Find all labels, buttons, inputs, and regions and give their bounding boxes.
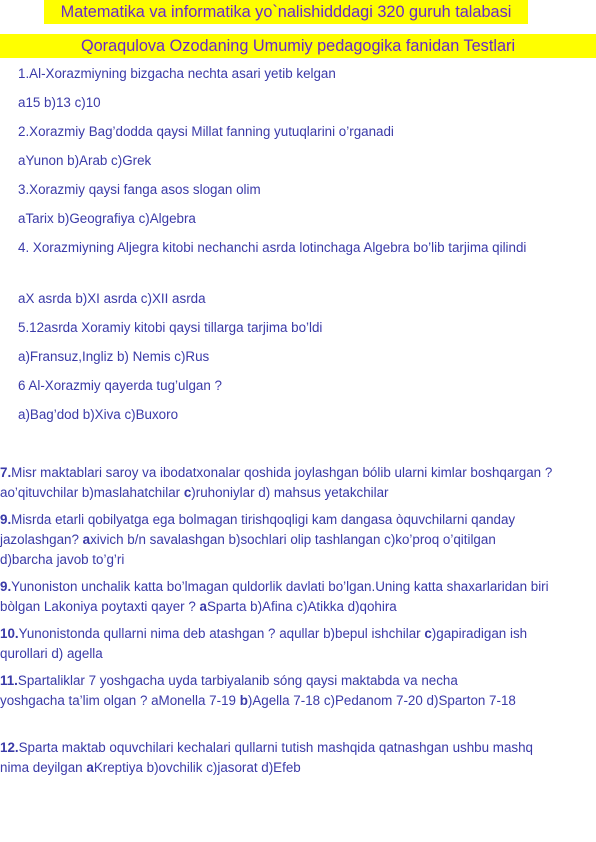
question-text: Misr maktablari saroy va ibodatxonalar qoshida joylashgan bólib ularni kimlar boshqargan ? ao’qituvchilar b)maslahatchilar [0,465,553,500]
question-text: Yunonistonda qullarni nima deb atashgan ? aqullar b)bepul ishchilar [18,626,425,641]
question-tail: xivich b/n savalashgan b)sochlari olip tashlangan c)ko’proq o’qitilgan d)barcha javob to’g’ri [0,532,496,567]
answers-2: aYunon b)Arab c)Grek [18,153,152,168]
answers-3: aTarix b)Geografiya c)Algebra [18,211,196,226]
question-6: 6 Al-Xorazmiy qayerda tug’ulgan ? [18,378,222,393]
question-12 [0,738,560,778]
question-number: 9. [0,579,12,594]
answer-mark: c [424,626,432,641]
answers-1: a15 b)13 c)10 [18,95,101,110]
answers-6: a)Bag’dod b)Xiva c)Buxoro [18,407,179,422]
question-7 [0,463,576,503]
question-tail: )gapiradigan ish qurollari d) agella [0,626,528,661]
question-tail: Sparta b)Afina c)Atikka d)qohira [206,599,397,614]
question-9a [0,510,540,570]
answer-mark: c [183,485,192,500]
question-text: Yunoniston unchalik katta bo’lmagan quldorlik davlati bo’lgan.Uning katta shaxarlaridan biri bòlgan Lakoniya poytaxti qayer ? [0,579,549,614]
question-number: 9. [0,512,12,527]
question-text: Sparta maktab oquvchilari kechalari qullarni tutish mashqida qatnashgan ushbu mashq nima deyilgan [0,740,533,775]
question-number: 10. [0,626,19,641]
answers-5: a)Fransuz,Ingliz b) Nemis c)Rus [18,349,210,364]
answers-4: aX asrda b)XI asrda c)XII asrda [18,291,206,306]
title-line-2: Qoraqulova Ozodaning Umumiy pedagogika fanidan Testlari [0,34,596,58]
question-number: 7. [0,465,12,480]
question-number: 11. [0,673,18,688]
question-3: 3.Xorazmiy qaysi fanga asos slogan olim [18,182,261,197]
answer-mark: a [86,760,94,775]
question-10 [0,624,576,664]
title-line-1: Matematika va informatika yo`nalishidddagi 320 guruh talabasi [44,0,528,24]
question-9b [0,577,560,617]
question-tail: )Agella 7-18 c)Pedanom 7-20 d)Sparton 7-18 [247,693,516,708]
answer-mark: a [199,599,207,614]
question-11 [0,671,520,711]
question-text: Misrda etarli qobilyatga ega bolmagan tirishqoqligi kam dangasa òquvchilarni qanday jazolashgan? [0,512,516,547]
question-text: Spartaliklar 7 yoshgacha uyda tarbiyalanib sóng qaysi maktabda va necha yoshgacha ta’lim olgan ? aMonella 7-19 [0,673,458,708]
question-number: 12. [0,740,19,755]
question-1: 1.Al-Xorazmiyning bizgacha nechta asari yetib kelgan [18,66,336,81]
question-tail: Kreptiya b)ovchilik c)jasorat d)Efeb [93,760,301,775]
question-2: 2.Xorazmiy Bag’dodda qaysi Millat fanning yutuqlarini o’rganadi [18,124,394,139]
question-5: 5.12asrda Xoramiy kitobi qaysi tillarga tarjima bo’ldi [18,320,323,335]
question-tail: )ruhoniylar d) mahsus yetakchilar [191,485,389,500]
answer-mark: b [239,693,248,708]
answer-mark: a [82,532,91,547]
question-4: 4. Xorazmiyning Aljegra kitobi nechanchi asrda lotinchaga Algebra bo’lib tarjima qilindi [18,240,527,255]
